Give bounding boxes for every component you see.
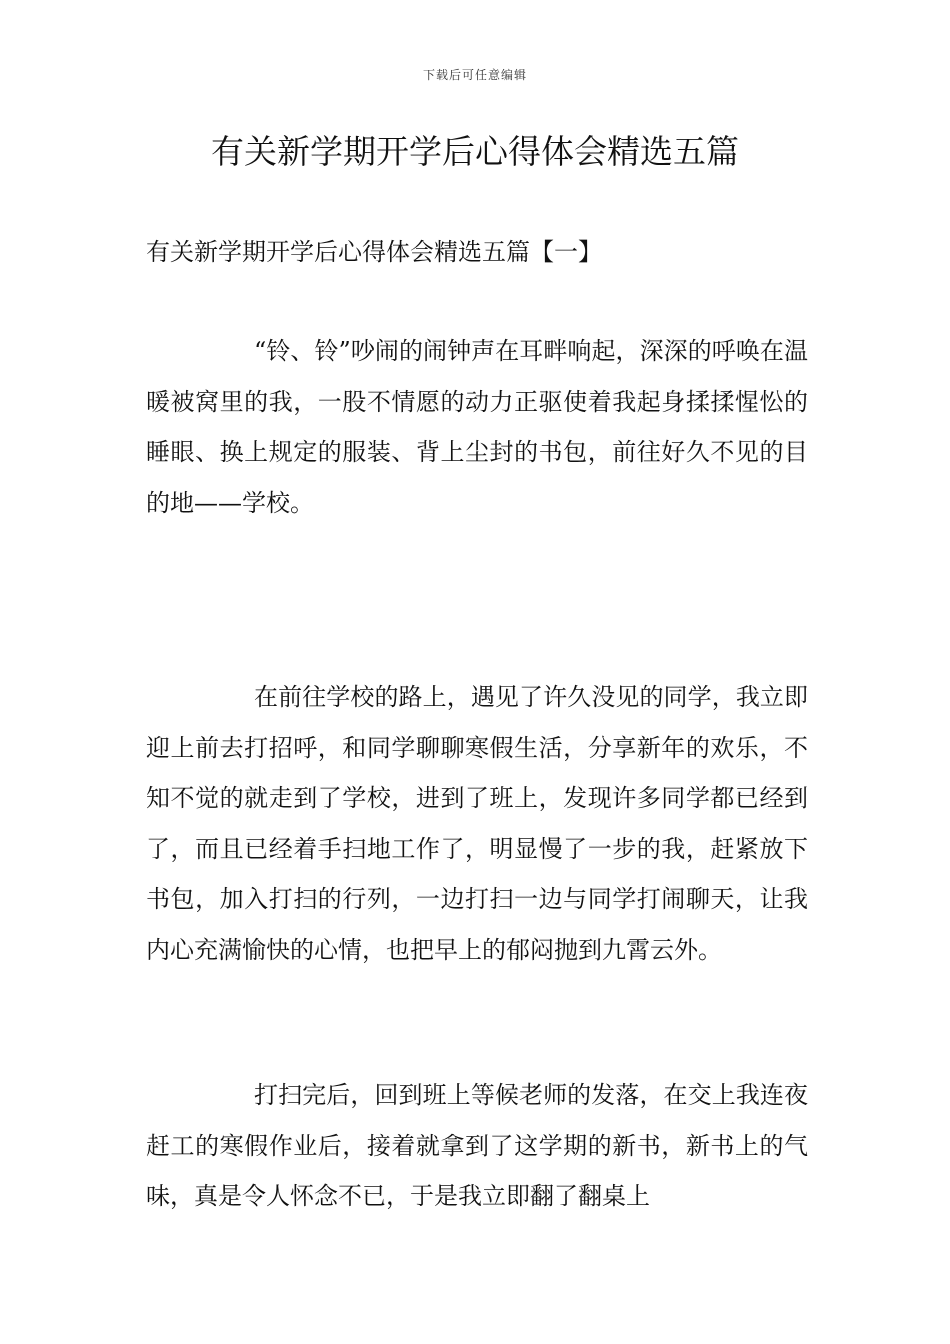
document-title: 有关新学期开学后心得体会精选五篇 <box>211 132 739 171</box>
paragraph-1: “铃、铃”吵闹的闹钟声在耳畔响起，深深的呼唤在温暖被窝里的我，一股不情愿的动力正驱使着我起身揉揉惺忪的睡眼、换上规定的服装、背上尘封的书包，前往好久不见的目的地——学校。 <box>146 337 808 517</box>
paragraph-3: 打扫完后，回到班上等候老师的发落，在交上我连夜赶工的寒假作业后，接着就拿到了这学期的新书，新书上的气味，真是令人怀念不已，于是我立即翻了翻桌上 <box>146 1081 808 1210</box>
header-note: 下载后可任意编辑 <box>422 68 527 82</box>
paragraph-2: 在前往学校的路上，遇见了许久没见的同学，我立即迎上前去打招呼，和同学聊聊寒假生活，分享新年的欢乐，不知不觉的就走到了学校，进到了班上，发现许多同学都已经到了，而且已经着手扫地工作了，明显慢了一步的我，赶紧放下书包，加入打扫的行列，一边打扫一边与同学打闹聊天，让我内心充满愉快的心情，也把早上的郁闷抛到九霄云外。 <box>146 683 808 964</box>
section-heading: 有关新学期开学后心得体会精选五篇【一】 <box>146 238 602 266</box>
